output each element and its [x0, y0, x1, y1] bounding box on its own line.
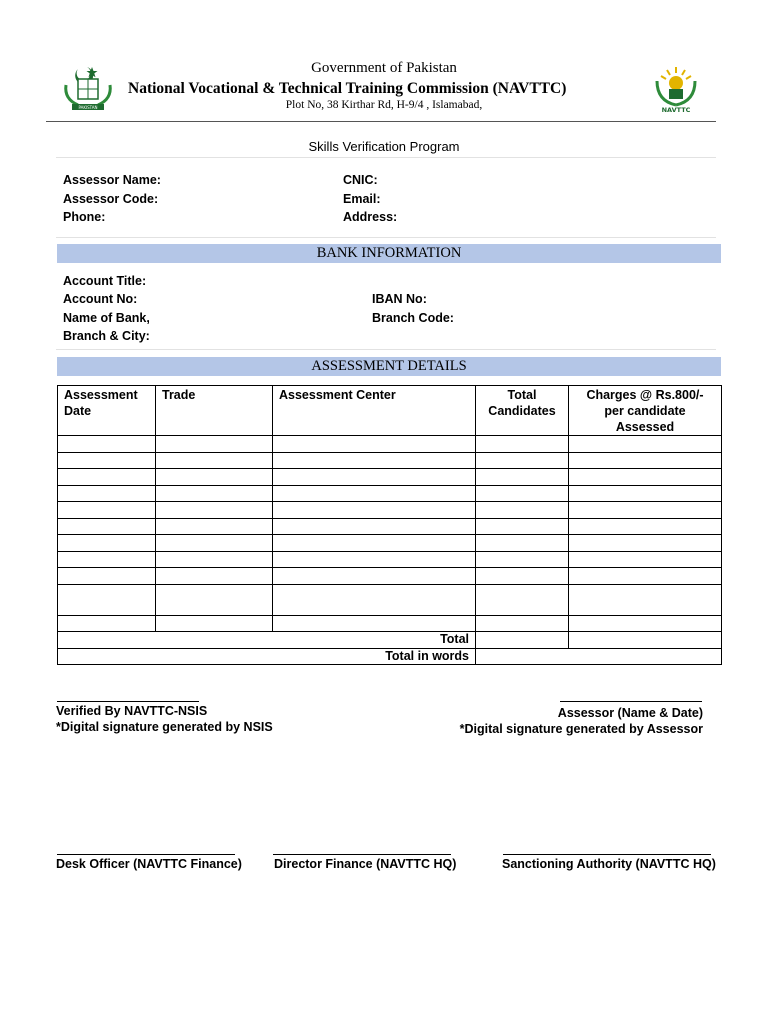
- total-charges-cell[interactable]: [569, 632, 722, 649]
- table-row[interactable]: [58, 469, 722, 486]
- col-assessment-center: Assessment Center: [273, 386, 476, 436]
- nsis-signature-line: [57, 701, 199, 702]
- navttc-logo: [652, 63, 700, 113]
- verified-by-label: Verified By NAVTTC-NSIS: [56, 704, 208, 718]
- col-assessment-date: Assessment Date: [58, 386, 156, 436]
- assessment-table: [57, 385, 722, 665]
- account-title-label: Account Title:: [63, 274, 147, 288]
- table-row[interactable]: [58, 615, 722, 632]
- office-address: Plot No, 38 Kirthar Rd, H-9/4 , Islamabad,: [285, 99, 483, 111]
- table-row[interactable]: [58, 568, 722, 585]
- sanctioning-authority-signature-line: [503, 854, 711, 855]
- total-in-words-label: Total in words: [58, 648, 476, 665]
- assessor-signature-note: *Digital signature generated by Assessor: [459, 722, 703, 736]
- government-title: Government of Pakistan: [311, 60, 457, 76]
- iban-label: IBAN No:: [372, 292, 427, 306]
- program-divider: [56, 157, 716, 158]
- phone-label: Phone:: [63, 210, 106, 224]
- assessor-divider: [56, 237, 716, 238]
- assessor-name-label: Assessor Name:: [63, 173, 161, 187]
- assessment-details-heading: ASSESSMENT DETAILS: [57, 357, 721, 376]
- right-logo-caption: NAVTTC: [661, 106, 691, 113]
- header-divider: [46, 121, 716, 122]
- commission-title: National Vocational & Technical Training Commission (NAVTTC): [128, 80, 567, 97]
- branch-city-label: Branch & City:: [63, 329, 150, 343]
- bank-divider: [56, 349, 716, 350]
- total-in-words-cell[interactable]: [476, 648, 722, 665]
- total-candidates-cell[interactable]: [476, 632, 569, 649]
- col-trade: Trade: [156, 386, 273, 436]
- table-row[interactable]: [58, 535, 722, 552]
- table-row[interactable]: [58, 485, 722, 502]
- assessor-signature-line: [560, 701, 702, 702]
- address-label: Address:: [343, 210, 398, 224]
- table-row[interactable]: [58, 551, 722, 568]
- email-label: Email:: [343, 192, 381, 206]
- director-finance-label: Director Finance (NAVTTC HQ): [274, 857, 457, 871]
- table-row[interactable]: [58, 584, 722, 615]
- assessor-code-label: Assessor Code:: [63, 192, 159, 206]
- director-finance-signature-line: [273, 854, 451, 855]
- program-title: Skills Verification Program: [308, 139, 460, 154]
- col-charges: Charges @ Rs.800/- per candidate Assessed: [569, 386, 722, 436]
- desk-officer-signature-line: [57, 854, 235, 855]
- sanctioning-authority-label: Sanctioning Authority (NAVTTC HQ): [502, 857, 716, 871]
- total-row: [58, 632, 722, 649]
- table-header-row: [58, 386, 722, 436]
- assessor-signature-label: Assessor (Name & Date): [557, 706, 703, 720]
- table-row[interactable]: [58, 436, 722, 453]
- cnic-label: CNIC:: [343, 173, 378, 187]
- table-row[interactable]: [58, 518, 722, 535]
- bank-name-label: Name of Bank,: [63, 311, 150, 325]
- bank-info-heading: BANK INFORMATION: [57, 244, 721, 263]
- table-row[interactable]: [58, 502, 722, 519]
- branch-code-label: Branch Code:: [372, 311, 454, 325]
- col-total-candidates: Total Candidates: [476, 386, 569, 436]
- total-in-words-row: [58, 648, 722, 665]
- total-label: Total: [58, 632, 476, 649]
- left-logo-caption: PAKISTAN: [78, 105, 98, 110]
- nsis-signature-note: *Digital signature generated by NSIS: [56, 720, 273, 734]
- desk-officer-label: Desk Officer (NAVTTC Finance): [56, 857, 242, 871]
- account-no-label: Account No:: [63, 292, 138, 306]
- table-row[interactable]: [58, 452, 722, 469]
